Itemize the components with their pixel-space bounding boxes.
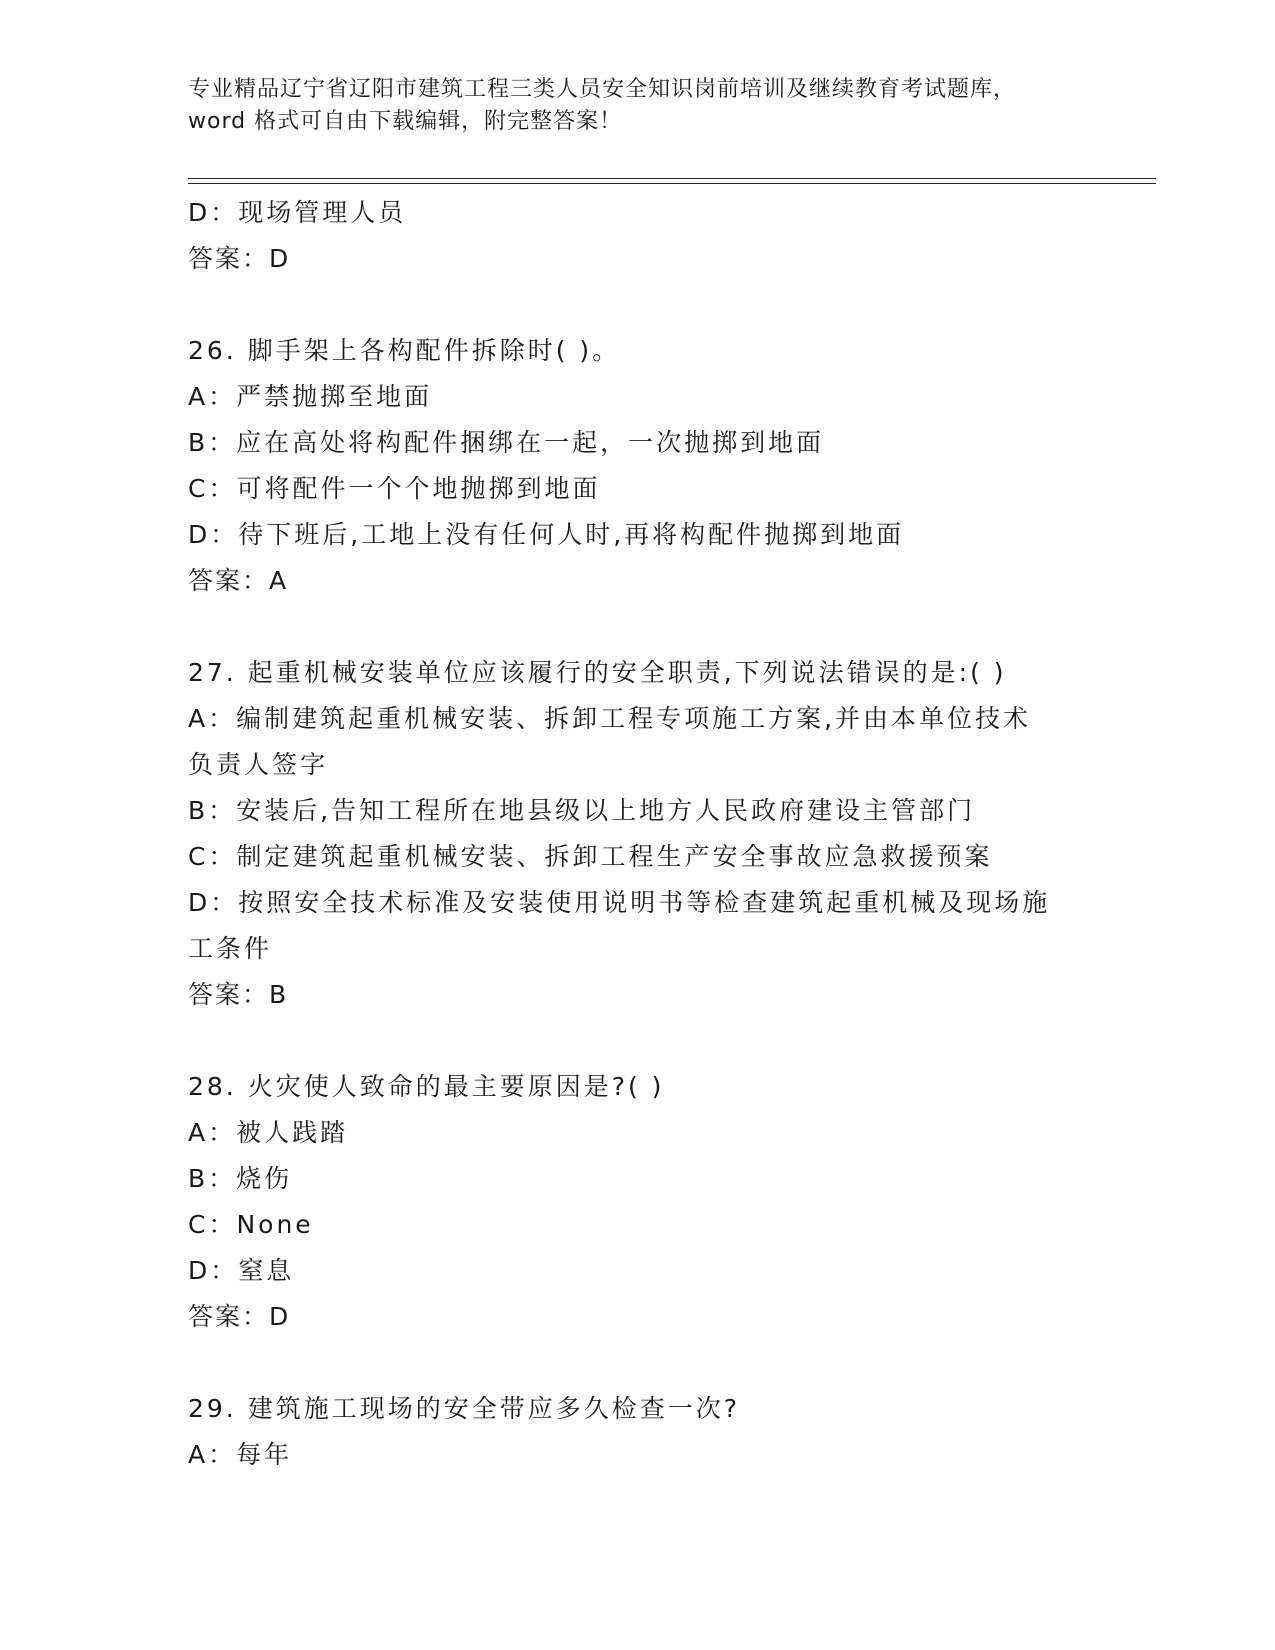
question-25-tail	[188, 190, 1088, 282]
question-stem: 27. 起重机械安装单位应该履行的安全职责,下列说法错误的是:( )	[188, 658, 1007, 687]
question-list	[188, 190, 1088, 1478]
option-b: B：烧伤	[188, 1164, 293, 1193]
option-a-line-1: A：编制建筑起重机械安装、拆卸工程专项施工方案,并由本单位技术	[188, 704, 1032, 733]
spacer	[188, 604, 1088, 650]
option-b: B：安装后,告知工程所在地县级以上地方人民政府建设主管部门	[188, 796, 976, 825]
option-c: C：可将配件一个个地抛掷到地面	[188, 474, 601, 503]
answer-line: 答案：B	[188, 980, 289, 1009]
option-b: B：应在高处将构配件捆绑在一起，一次抛掷到地面	[188, 428, 825, 457]
option-d: D：待下班后,工地上没有任何人时,再将构配件抛掷到地面	[188, 520, 905, 549]
question-29	[188, 1386, 1088, 1478]
option-a: A：被人践踏	[188, 1118, 349, 1147]
question-stem: 26. 脚手架上各构配件拆除时( )。	[188, 336, 621, 365]
spacer	[188, 282, 1088, 328]
header-title-line-1: 专业精品辽宁省辽阳市建筑工程三类人员安全知识岗前培训及继续教育考试题库，	[188, 77, 1017, 102]
option-c: C：制定建筑起重机械安装、拆卸工程生产安全事故应急救援预案	[188, 842, 993, 871]
option-d: D：现场管理人员	[188, 198, 407, 227]
question-26	[188, 328, 1088, 604]
answer-line: 答案：D	[188, 244, 291, 273]
header-rule-top	[188, 178, 1156, 179]
option-d-line-2: 工条件	[188, 934, 273, 963]
spacer	[188, 1340, 1088, 1386]
answer-line: 答案：D	[188, 1302, 291, 1331]
option-d-line-1: D：按照安全技术标准及安装使用说明书等检查建筑起重机械及现场施	[188, 888, 1051, 917]
question-27	[188, 650, 1088, 1018]
option-d: D：窒息	[188, 1256, 295, 1285]
option-a: A：每年	[188, 1440, 293, 1469]
question-stem: 29. 建筑施工现场的安全带应多久检查一次?	[188, 1394, 740, 1423]
question-stem: 28. 火灾使人致命的最主要原因是?( )	[188, 1072, 665, 1101]
option-c: C：None	[188, 1210, 314, 1239]
header-title-line-2: word 格式可自由下载编辑，附完整答案！	[188, 109, 623, 134]
answer-line: 答案：A	[188, 566, 289, 595]
spacer	[188, 1018, 1088, 1064]
option-a-line-2: 负责人签字	[188, 750, 329, 779]
page-header	[188, 74, 1088, 138]
question-28	[188, 1064, 1088, 1340]
header-rule-bottom	[188, 183, 1156, 184]
option-a: A：严禁抛掷至地面	[188, 382, 433, 411]
